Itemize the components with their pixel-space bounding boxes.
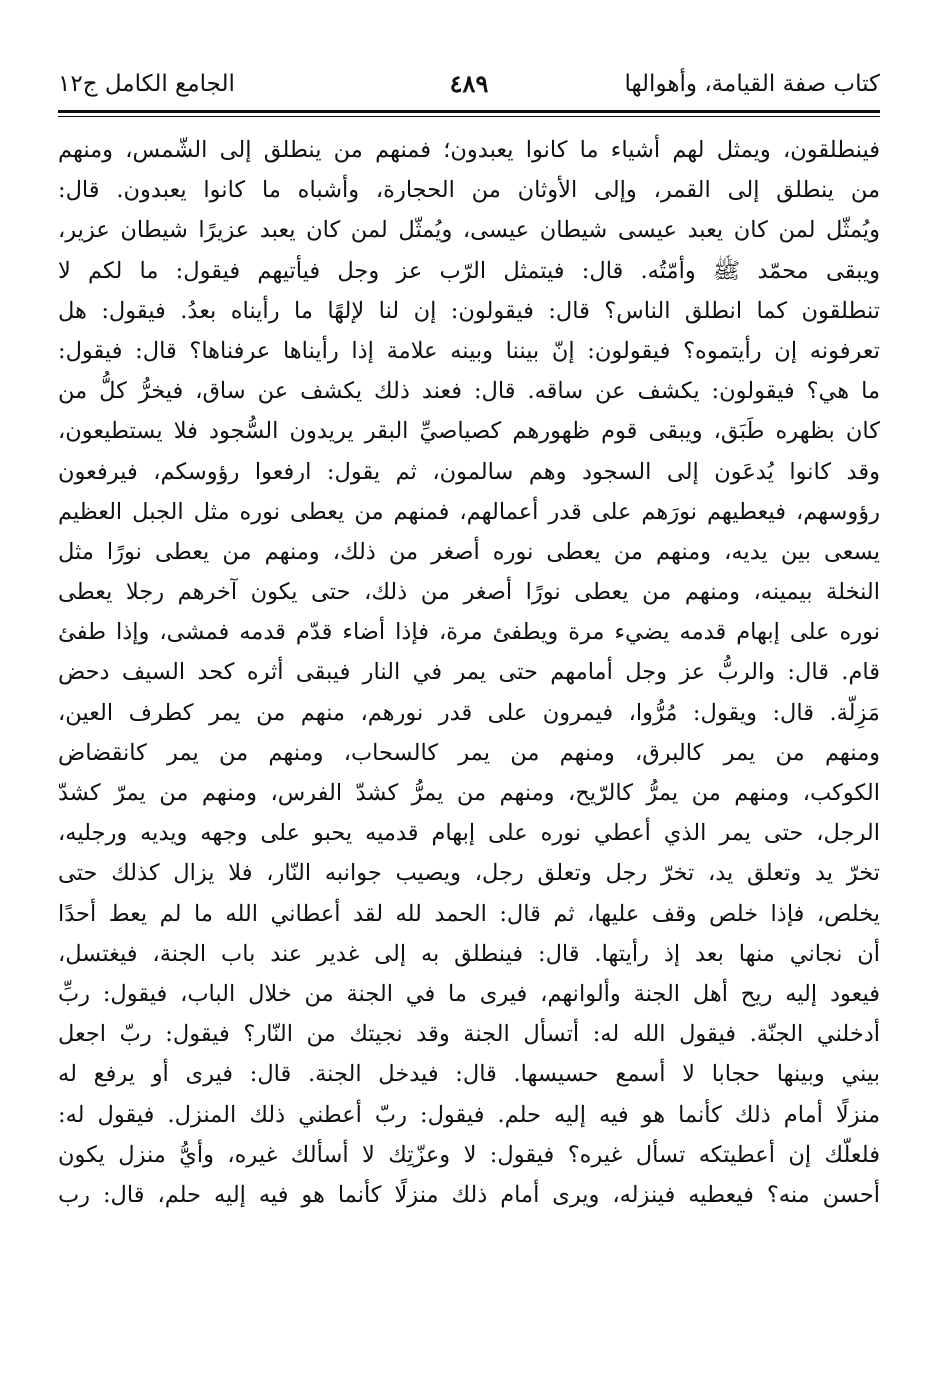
text-line: النخلة بيمينه، ومنهم من يعطى نورًا أصغر من ذلك، حتى يكون آخرهم رجلا يعطى bbox=[58, 579, 880, 606]
text-line: الرجل، حتى يمر الذي أعطي نوره على إبهام قدميه يحبو على وجهه ويديه ورجليه، bbox=[58, 820, 880, 847]
text-line: يسعى بين يديه، ومنهم من يعطى نوره أصغر من ذلك، ومنهم من يعطى نورًا مثل bbox=[58, 538, 880, 565]
text-line: الكوكب، ومنهم من يمرُّ كالرّيح، ومنهم من يمرُّ كشدّ الفرس، ومنهم من يمرّ كشدّ bbox=[58, 780, 880, 806]
text-line: ومنهم من يمر كالبرق، ومنهم من يمر كالسحاب، ومنهم من يمر كانقضاض bbox=[58, 739, 880, 766]
text-line: أدخلني الجنّة. فيقول الله له: أتسأل الجنة وقد نجيتك من النّار؟ فيقول: ربّ اجعل bbox=[58, 1021, 880, 1048]
text-line: قام. قال: والربُّ عز وجل أمامهم حتى يمر في النار فيبقى أثره كحد السيف دحض bbox=[58, 659, 880, 686]
text-line: ويبقى محمّد ﷺ وأمّتُه. قال: فيتمثل الرّب عز وجل فيأتيهم فيقول: ما لكم لا bbox=[58, 257, 880, 284]
text-line: تخرّ يد وتعلق يد، تخرّ رجل وتعلق رجل، ويصيب جوانبه النّار، فلا يزال كذلك حتى bbox=[58, 860, 880, 887]
page-number: ٤٨٩ bbox=[449, 69, 489, 98]
text-line: ما هي؟ فيقولون: يكشف عن ساقه. قال: فعند ذلك يكشف عن ساق، فيخرُّ كلُّ من bbox=[58, 378, 880, 405]
header-rule-thick bbox=[58, 110, 880, 113]
text-line: أحسن منه؟ فيعطيه فينزله، ويرى أمام ذلك منزلًا كأنما هو فيه إليه حلم، قال: رب bbox=[58, 1181, 880, 1208]
text-line: فلعلّك إن أعطيتكه تسأل غيره؟ فيقول: لا وعزّتِك لا أسألك غيره، وأيُّ منزل يكون bbox=[58, 1141, 880, 1168]
running-header bbox=[58, 62, 880, 106]
body-text bbox=[58, 130, 880, 1215]
text-line: منزلًا أمام ذلك كأنما هو فيه إليه حلم. فيقول: ربّ أعطني ذلك المنزل. فيقول له: bbox=[58, 1101, 880, 1128]
text-line: ويُمثّل لمن كان يعبد عيسى شيطان عيسى، ويُمثّل لمن كان يعبد عزيرًا شيطان عزير، bbox=[58, 217, 880, 244]
text-line: فيعود إليه ريح أهل الجنة وألوانهم، فيرى ما في الجنة من خلال الباب، فيقول: ربِّ bbox=[58, 980, 880, 1007]
text-line: كان بظهره طَبَق، ويبقى قوم ظهورهم كصياصيِّ البقر يريدون السُّجود فلا يستطيعون، bbox=[58, 418, 880, 445]
header-rule-thin bbox=[58, 116, 880, 117]
text-line: فينطلقون، ويمثل لهم أشياء ما كانوا يعبدون؛ فمنهم من ينطلق إلى الشّمس، ومنهم bbox=[58, 137, 880, 163]
book-title: الجامع الكامل ج١٢ bbox=[58, 71, 235, 97]
text-line: رؤوسهم، فيعطيهم نورَهم على قدر أعمالهم، فمنهم من يعطى نوره مثل الجبل العظيم bbox=[58, 498, 880, 525]
text-line: تعرفونه إن رأيتموه؟ فيقولون: إنّ بيننا وبينه علامة إذا رأيناها عرفناها؟ قال: فيقول: bbox=[58, 337, 880, 364]
text-line: وقد كانوا يُدعَون إلى السجود وهم سالمون، ثم يقول: ارفعوا رؤوسكم، فيرفعون bbox=[58, 458, 880, 485]
chapter-title: كتاب صفة القيامة، وأهوالها bbox=[624, 71, 880, 97]
text-line: مَزِلّة. قال: ويقول: مُرُّوا، فيمرون على قدر نورهم، منهم من يمر كطرف العين، bbox=[58, 699, 880, 726]
text-line: تنطلقون كما انطلق الناس؟ قال: فيقولون: إن لنا لإلهًا ما رأيناه بعدُ. فيقول: هل bbox=[58, 297, 880, 324]
text-line: من ينطلق إلى القمر، وإلى الأوثان من الحجارة، وأشباه ما كانوا يعبدون. قال: bbox=[58, 177, 880, 204]
text-line: بيني وبينها حجابا لا أسمع حسيسها. قال: فيدخل الجنة. قال: فيرى أو يرفع له bbox=[58, 1061, 880, 1088]
text-line: يخلص، فإذا خلص وقف عليها، ثم قال: الحمد لله لقد أعطاني الله ما لم يعط أحدًا bbox=[58, 900, 880, 927]
text-line: نوره على إبهام قدمه يضيء مرة ويطفئ مرة، فإذا أضاء قدّم قدمه فمشى، وإذا طفئ bbox=[58, 619, 880, 646]
text-line: أن نجاني منها بعد إذ رأيتها. قال: فينطلق به إلى غدير عند باب الجنة، فيغتسل، bbox=[58, 940, 880, 967]
